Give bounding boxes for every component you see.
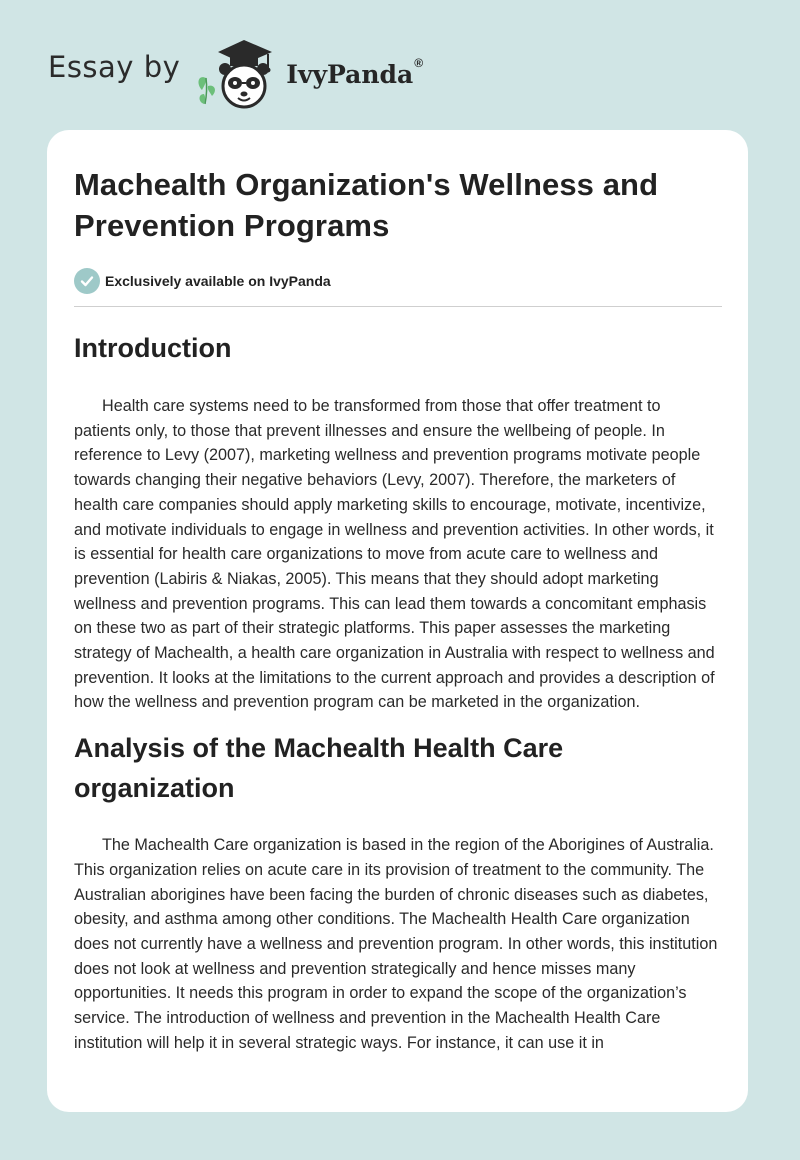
- check-circle-icon: [74, 268, 100, 294]
- badge-text: Exclusively available on IvyPanda: [105, 273, 331, 289]
- panda-graduate-icon[interactable]: [192, 34, 284, 110]
- essay-by-label: Essay by: [48, 50, 181, 84]
- article-card: [47, 130, 748, 1112]
- section-heading-analysis: Analysis of the Machealth Health Care organization: [74, 733, 564, 804]
- brand-name[interactable]: [286, 56, 424, 89]
- article-title: Machealth Organization's Wellness and Prevention Programs: [74, 167, 659, 243]
- section-heading-introduction: Introduction: [74, 333, 232, 363]
- registered-mark: ®: [414, 56, 424, 71]
- divider: [74, 306, 722, 307]
- site-header: [48, 34, 423, 110]
- section-body-introduction: Health care systems need to be transformed from those that offer treatment to patients only, to those that prevent illnesses and ensure the wellbeing of people. In reference to Levy (2007), marketing wellness and prevention programs motivate people towards changing their negative behaviors (Levy, 2007). Therefore, the marketers of health care companies should apply marketing skills to encourage, motivate, incentivize, and motivate individuals to engage in wellness and prevention activities. In other words, it is essential for health care organizations to move from acute care to wellness and prevention (Labiris & Niakas, 2005). This means that they should adopt marketing wellness and prevention programs. This can lead them towards a concomitant emphasis on these two as part of their strategic platforms. This paper assesses the marketing strategy of Machealth, a health care organization in Australia with respect to wellness and prevention. It looks at the limitations to the current approach and provides a description of how the wellness and prevention program can be marketed in the organization.: [74, 397, 715, 712]
- ivy-leaf-icon: [199, 77, 215, 104]
- brand-text: IvyPanda: [286, 59, 414, 89]
- exclusive-badge: [74, 267, 721, 295]
- section-body-analysis: The Machealth Care organization is based in the region of the Aborigines of Australia. This organization relies on acute care in its provision of treatment to the community. The Australian aborigines have been facing the burden of chronic diseases such as diabetes, obesity, and asthma among other conditions. The Machealth Health Care organization does not currently have a wellness and prevention program. In other words, this institution does not look at wellness and prevention strategically and hence misses many opportunities. It needs this program in order to expand the scope of the organization’s service. The introduction of wellness and prevention in the Machealth Health Care institution will help it in several strategic ways. For instance, it can use it in: [74, 836, 718, 1052]
